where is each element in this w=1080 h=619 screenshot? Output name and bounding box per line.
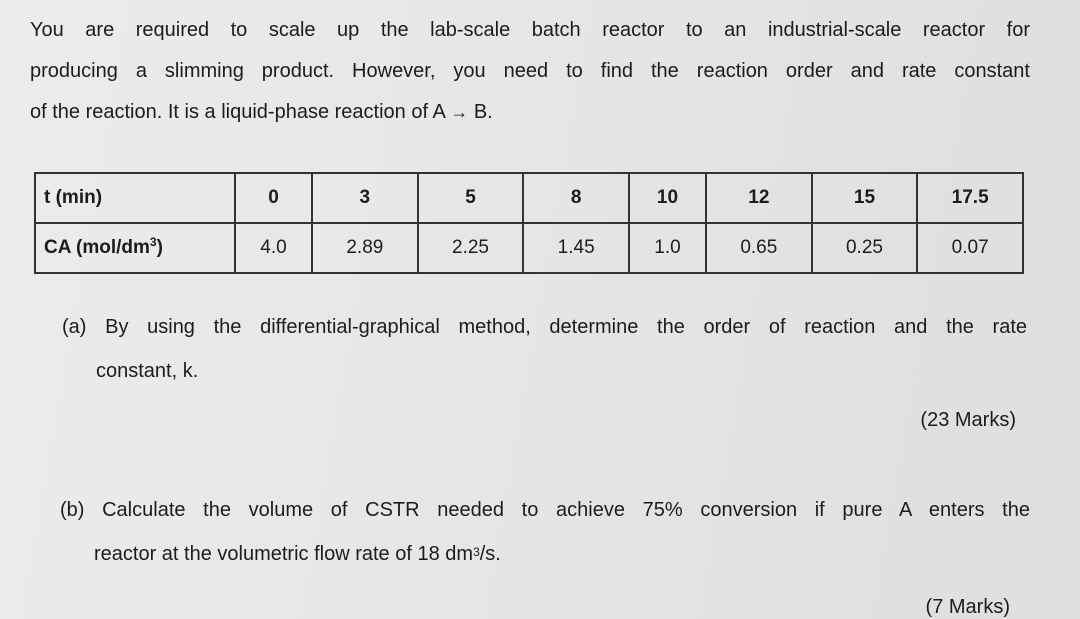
question-b-line-2-end: /s. bbox=[479, 543, 501, 565]
question-a-line-2: constant, k. bbox=[96, 360, 199, 382]
question-b-line-2-sup: 3 bbox=[473, 545, 480, 559]
cell-ca: 2.89 bbox=[312, 223, 418, 273]
question-a bbox=[62, 305, 1027, 393]
cell-t: 10 bbox=[629, 173, 706, 223]
data-table bbox=[34, 172, 1024, 274]
question-a-marks: (23 Marks) bbox=[920, 409, 1016, 431]
row-label-time: t (min) bbox=[35, 173, 235, 223]
row-label-ca-sup: 3 bbox=[149, 235, 157, 249]
row-label-ca-end: ) bbox=[156, 237, 163, 258]
intro-line-2: producing a slimming product. However, you need to find the reaction order and rate constant bbox=[30, 60, 1030, 82]
cell-ca: 2.25 bbox=[418, 223, 524, 273]
problem-statement bbox=[30, 10, 1030, 133]
cell-t: 5 bbox=[418, 173, 524, 223]
cell-ca: 0.07 bbox=[917, 223, 1023, 273]
intro-line-3-end: B. bbox=[473, 101, 493, 123]
cell-ca: 0.25 bbox=[812, 223, 918, 273]
cell-t: 17.5 bbox=[917, 173, 1023, 223]
cell-ca: 4.0 bbox=[235, 223, 312, 273]
cell-t: 15 bbox=[812, 173, 918, 223]
question-b-line-1: (b) Calculate the volume of CSTR needed to achieve 75% conversion if pure A enters the bbox=[60, 499, 1030, 521]
intro-line-3-text: of the reaction. It is a liquid-phase reaction of A bbox=[30, 101, 445, 123]
right-arrow-icon: → bbox=[450, 102, 469, 122]
intro-line-1: You are required to scale up the lab-scale batch reactor to an industrial-scale reactor for bbox=[30, 19, 1030, 41]
row-label-ca-text: CA (mol/dm bbox=[44, 237, 150, 258]
question-b-marks: (7 Marks) bbox=[925, 596, 1010, 618]
question-b bbox=[60, 488, 1030, 576]
question-a-line-1: (a) By using the differential-graphical method, determine the order of reaction and the rate bbox=[62, 316, 1027, 338]
cell-t: 12 bbox=[706, 173, 812, 223]
cell-ca: 0.65 bbox=[706, 223, 812, 273]
row-label-concentration bbox=[35, 223, 235, 273]
cell-t: 8 bbox=[523, 173, 629, 223]
cell-t: 3 bbox=[312, 173, 418, 223]
intro-line-3 bbox=[30, 92, 1030, 133]
question-b-line-2 bbox=[60, 532, 1030, 576]
question-b-line-2-text: reactor at the volumetric flow rate of 18 dm bbox=[94, 543, 474, 565]
table-row-concentration bbox=[35, 223, 1023, 273]
cell-ca: 1.45 bbox=[523, 223, 629, 273]
cell-ca: 1.0 bbox=[629, 223, 706, 273]
cell-t: 0 bbox=[235, 173, 312, 223]
table-row-time bbox=[35, 173, 1023, 223]
